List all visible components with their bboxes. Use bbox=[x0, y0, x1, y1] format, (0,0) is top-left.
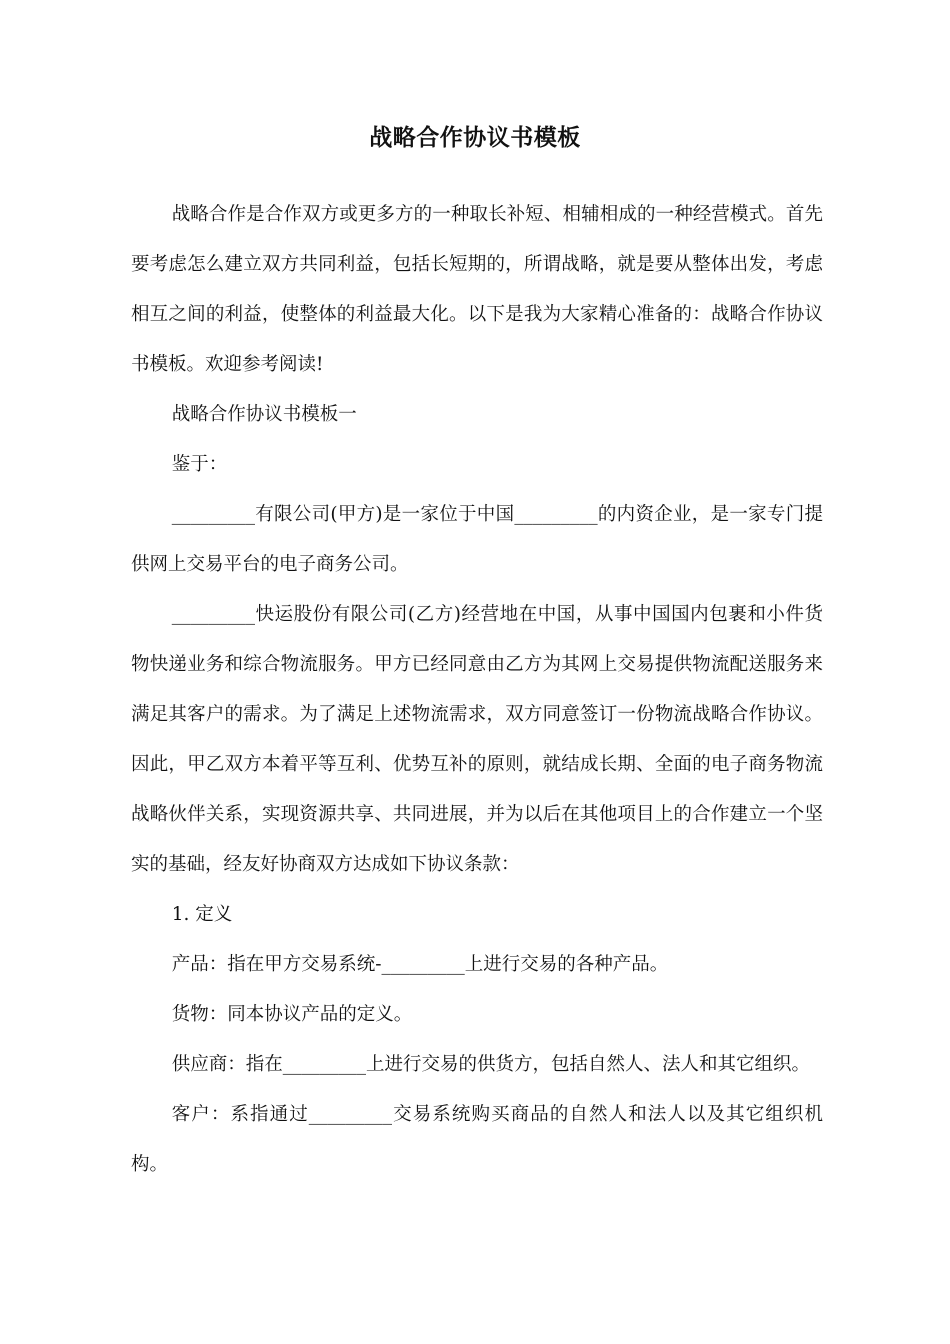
section-heading: 战略合作协议书模板一 bbox=[171, 404, 357, 425]
document-title: 战略合作协议书模板 bbox=[369, 125, 581, 151]
definition-goods: 货物：同本协议产品的定义。 bbox=[171, 1004, 413, 1025]
party-a-paragraph: _________有限公司(甲方)是一家位于中国_________的内资企业，是一家专门提供网上交易平台的电子商务公司。 bbox=[131, 504, 823, 575]
definitions-heading: 1. 定义 bbox=[171, 904, 233, 925]
definition-customer: 客户：系指通过_________交易系统购买商品的自然人和法人以及其它组织机构。 bbox=[131, 1104, 823, 1175]
intro-paragraph: 战略合作是合作双方或更多方的一种取长补短、相辅相成的一种经营模式。首先要考虑怎么建立双方共同利益，包括长短期的，所谓战略，就是要从整体出发，考虑相互之间的利益，使整体的利益最大化。以下是我为大家精心准备的：战略合作协议书模板。欢迎参考阅读! bbox=[131, 204, 823, 375]
definition-product: 产品：指在甲方交易系统-_________上进行交易的各种产品。 bbox=[171, 954, 669, 975]
document-body bbox=[131, 190, 823, 1190]
definition-supplier: 供应商：指在_________上进行交易的供货方，包括自然人、法人和其它组织。 bbox=[171, 1054, 810, 1075]
party-b-paragraph: _________快运股份有限公司(乙方)经营地在中国，从事中国国内包裹和小件货物快递业务和综合物流服务。甲方已经同意由乙方为其网上交易提供物流配送服务来满足其客户的需求。为了满足上述物流需求，双方同意签订一份物流战略合作协议。因此，甲乙双方本着平等互利、优势互补的原则，就结成长期、全面的电子商务物流战略伙伴关系，实现资源共享、共同进展，并为以后在其他项目上的合作建立一个坚实的基础，经友好协商双方达成如下协议条款： bbox=[131, 604, 823, 875]
whereas-label: 鉴于： bbox=[171, 454, 228, 475]
